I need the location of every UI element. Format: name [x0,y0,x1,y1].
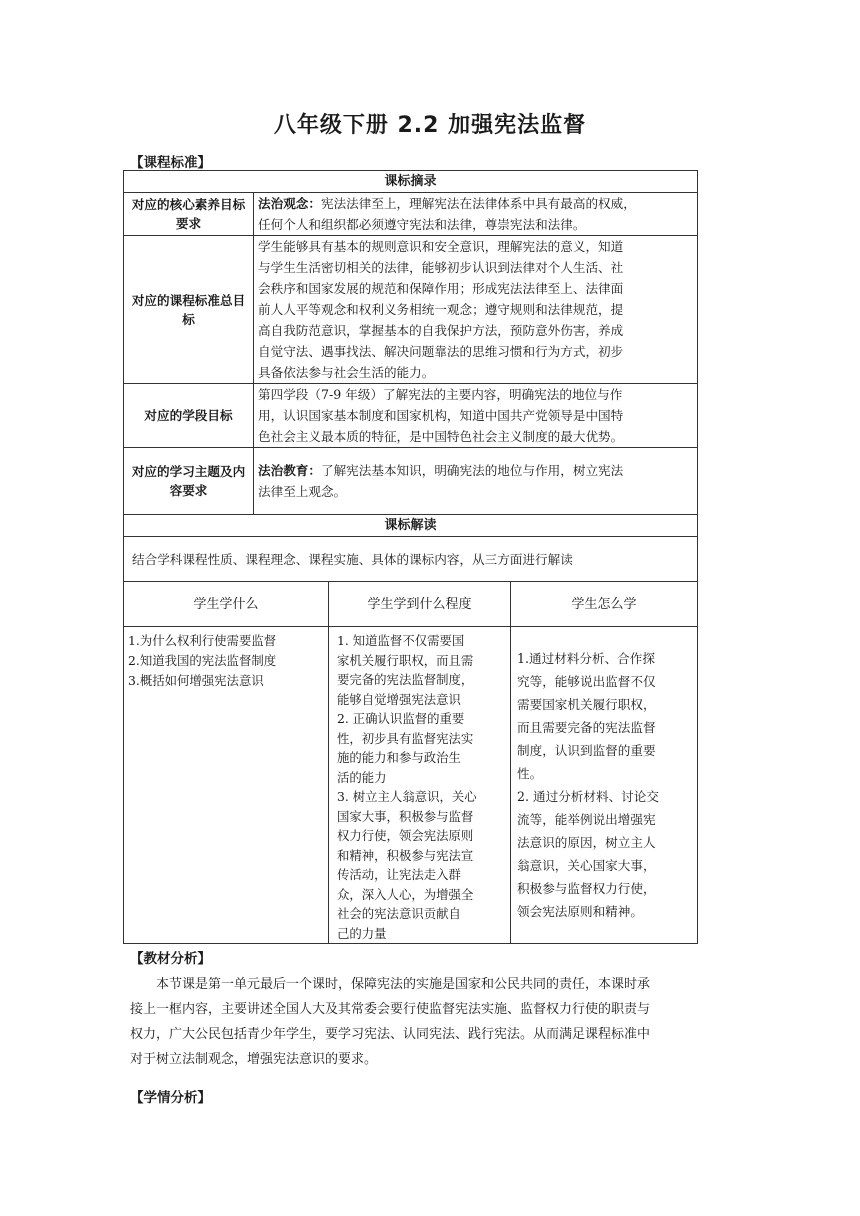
content-line: 高自我防范意识，掌握基本的自我保护方法，预防意外伤害，养成 [258,323,624,338]
list-item: 积极参与监督权力行使， [517,881,656,896]
column-header-row [124,582,698,627]
content-line: 与学生生活密切相关的法律，能够初步认识到法律对个人生活、社 [258,260,624,275]
what-to-learn-cell [124,627,329,944]
curriculum-standard-table [123,170,698,944]
paragraph-line: 对于树立法制观念，增强宪法意识的要求。 [130,1052,378,1067]
list-item: 权力行使，领会宪法原则 [337,828,474,843]
list-item: 2. 正确认识监督的重要 [337,711,465,726]
table-row [124,384,698,448]
table-row [124,448,698,515]
list-item: 活的能力 [337,769,387,785]
list-item: 1. 知道监督不仅需要国 [337,633,465,648]
paragraph-line: 接上一框内容，主要讲述全国人大及其常委会要行使监督宪法实施、监督权力行使的职责与 [130,1002,651,1017]
row-label [124,236,254,384]
row-content [254,384,698,448]
content-line: 任何个人和组织都必须遵守宪法和法律，尊崇宪法和法律。 [258,217,586,232]
table-row [124,236,698,384]
content-line: 会秩序和国家发展的规范和保障作用；形成宪法法律至上、法律面 [258,281,624,296]
row-label-text: 对应的核心素养目标要求 [131,197,246,231]
paragraph-line: 本节课是第一单元最后一个课时，保障宪法的实施是国家和公民共同的责任，本课时承 [130,977,651,992]
list-item: 性。 [517,766,543,781]
bold-prefix: 法治教育： [258,463,321,478]
row-label [124,384,254,448]
row-label-text: 对应的课程标准总目标 [131,292,246,327]
content-line: 具备依法参与社会生活的能力。 [258,365,435,380]
list-item: 领会宪法原则和精神。 [517,904,643,919]
list-item: 制度，认识到监督的重要 [517,743,656,758]
page-title: 八年级下册 2.2 加强宪法监督 [273,113,587,138]
list-item: 能够自觉增强宪法意识 [337,691,461,707]
list-item: 和精神，积极参与宪法宣 [337,847,474,863]
row-content [254,193,698,236]
content-line: 色社会主义最本质的特征，是中国特色社会主义制度的最大优势。 [258,429,624,444]
content-line: 学生能够具有基本的规则意识和安全意识，理解宪法的意义，知道 [258,239,624,254]
list-item: 而且需要完备的宪法监督 [517,720,656,735]
section-heading-curriculum-standard: 【课程标准】 [130,155,211,171]
row-label-text: 对应的学段目标 [144,408,233,423]
interpretation-header-row [124,515,698,537]
content-line: 前人人平等观念和权利义务相统一观念；遵守规则和法律规范，提 [258,302,624,317]
content-line: 宪法法律至上，理解宪法在法律体系中具有最高的权威， [320,196,636,211]
content-line: 自觉守法、遇事找法、解决问题靠法的思维习惯和行为方式，初步 [258,344,624,359]
row-label-text: 对应的学习主题及内容要求 [131,464,246,498]
list-item: 究等，能够说出监督不仅 [517,674,656,689]
list-item: 众，深入人心，为增强全 [337,886,474,902]
table-row [124,193,698,236]
list-item: 要完备的宪法监督制度， [337,672,474,687]
list-item: 流等，能举例说出增强宪 [517,812,656,827]
section-heading-learner-analysis: 【学情分析】 [130,1090,211,1106]
content-line: 法律至上观念。 [258,484,347,499]
paragraph-line: 权力，广大公民包括青少年学生，要学习宪法、认同宪法、践行宪法。从而满足课程标准中 [130,1027,651,1042]
interpretation-intro-row [124,537,698,582]
column-header-how: 学生怎么学 [511,582,698,627]
how-to-learn-cell [511,627,698,944]
list-item: 2. 通过分析材料、讨论交 [517,789,659,804]
excerpt-header: 课标摘录 [124,171,698,193]
content-line: 了解宪法基本知识，明确宪法的地位与作用，树立宪法 [320,463,624,478]
row-label [124,448,254,515]
list-item: 国家大事，积极参与监督 [337,808,474,824]
list-item: 己的力量 [337,925,387,941]
interpretation-content-row [124,627,698,944]
section-heading-textbook-analysis: 【教材分析】 [130,951,211,967]
list-item: 需要国家机关履行职权， [517,697,656,712]
bold-prefix: 法治观念： [258,196,321,211]
list-item: 施的能力和参与政治生 [337,750,461,765]
row-content [254,448,698,515]
column-header-what: 学生学什么 [124,582,329,627]
list-item: 家机关履行职权，而且需 [337,652,474,668]
excerpt-header-row [124,171,698,193]
content-line: 用，认识国家基本制度和国家机构，知道中国共产党领导是中国特 [258,408,624,423]
list-item: 3.概括如何增强宪法意识 [128,673,264,688]
list-item: 1.为什么权利行使需要监督 [128,633,277,648]
list-item: 法意识的原因，树立主人 [517,835,656,850]
list-item: 2.知道我国的宪法监督制度 [128,653,277,668]
interpretation-header: 课标解读 [124,515,698,537]
content-line: 第四学段（7-9 年级）了解宪法的主要内容，明确宪法的地位与作 [258,387,623,402]
list-item: 性，初步具有监督宪法实 [337,730,474,746]
list-item: 传活动，让宪法走入群 [337,867,461,882]
textbook-analysis-paragraph [130,972,720,1072]
row-content [254,236,698,384]
list-item: 翁意识，关心国家大事， [517,858,656,873]
list-item: 1.通过材料分析、合作探 [517,651,655,666]
learning-extent-cell [329,627,511,944]
list-item: 3. 树立主人翁意识，关心 [337,789,477,804]
column-header-extent: 学生学到什么程度 [329,582,511,627]
row-label [124,193,254,236]
list-item: 社会的宪法意识贡献自 [337,906,461,921]
interpretation-intro: 结合学科课程性质、课程理念、课程实施、具体的课标内容，从三方面进行解读 [124,537,698,582]
